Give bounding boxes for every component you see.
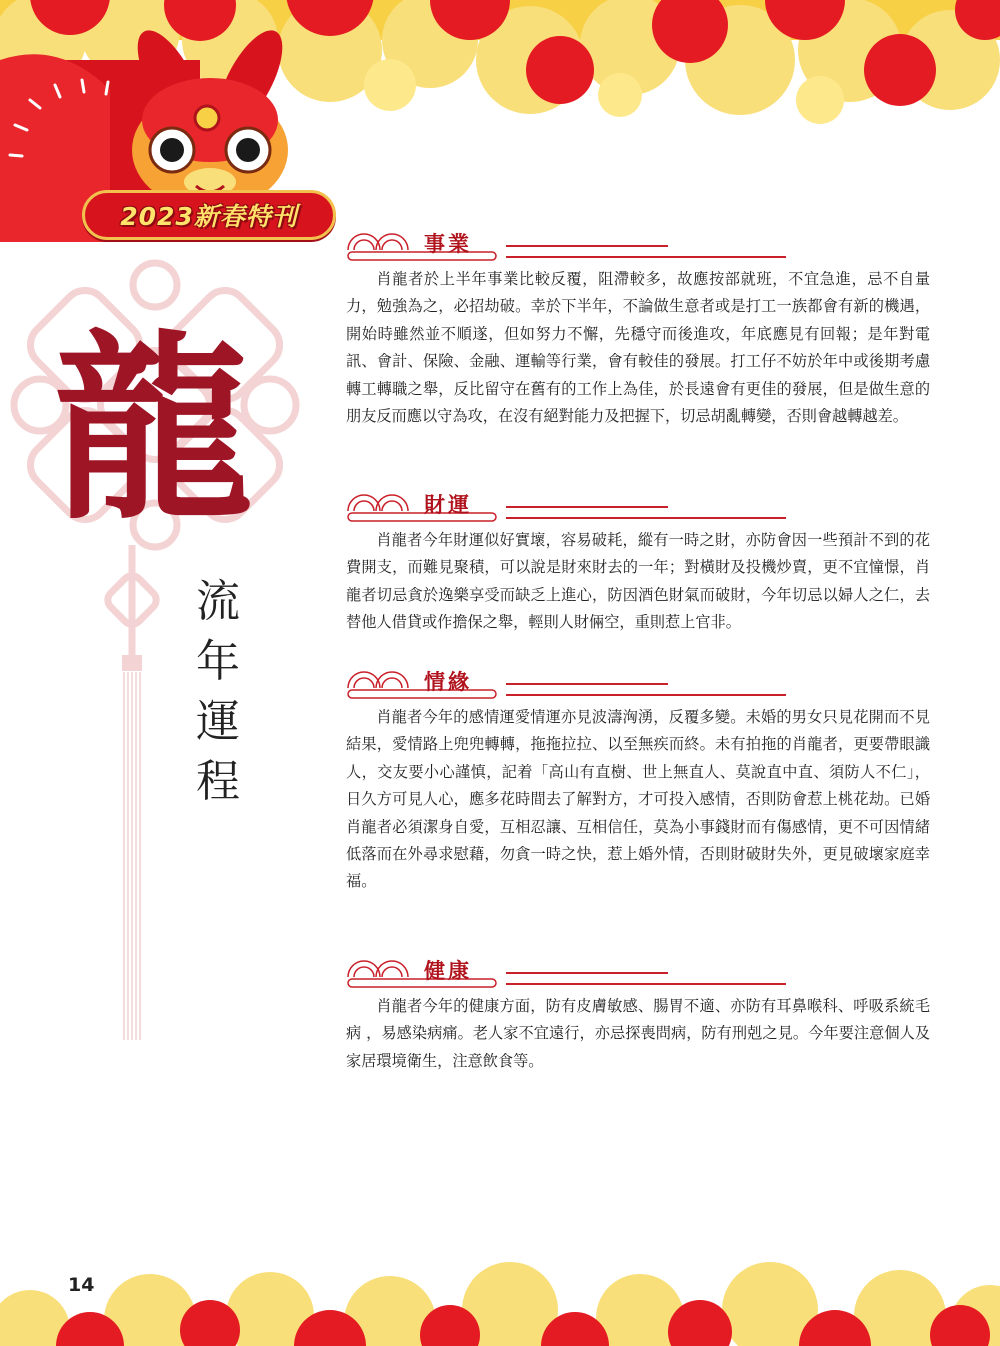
section-body: 肖龍者今年的健康方面，防有皮膚敏感、腸胃不適、亦防有耳鼻喉科、呼吸系統毛病 ，易感染病痛。老人家不宜遠行，亦忌探喪問病，防有刑剋之見。今年要注意個人及家居環境衛生，注意飲食等。 xyxy=(346,997,930,1070)
section-title: 健康 xyxy=(424,959,472,983)
section-wealth xyxy=(346,487,930,637)
section-title: 情緣 xyxy=(424,670,472,694)
cloud-motif-icon xyxy=(346,953,806,989)
vertical-title-char: 年 xyxy=(196,636,240,687)
vertical-title xyxy=(190,572,246,812)
section-title: 財運 xyxy=(424,493,472,517)
page-number: 14 xyxy=(68,1274,95,1296)
section-romance xyxy=(346,664,930,896)
zodiac-character: 龍 xyxy=(52,312,253,547)
magazine-banner-text: 2023新春特刊 xyxy=(120,202,298,231)
section-career xyxy=(346,226,930,430)
vertical-title-char: 流 xyxy=(196,576,240,627)
cloud-motif-icon xyxy=(346,226,806,262)
section-header xyxy=(346,664,930,700)
section-header xyxy=(346,487,930,523)
section-health xyxy=(346,953,930,1075)
magazine-banner xyxy=(82,190,336,240)
section-title: 事業 xyxy=(424,232,472,256)
vertical-title-char: 程 xyxy=(196,756,240,807)
section-header xyxy=(346,226,930,262)
cloud-motif-icon xyxy=(346,487,806,523)
section-header xyxy=(346,953,930,989)
section-body: 肖龍者今年的感情運愛情運亦見波濤洶湧，反覆多變。未婚的男女只見花開而不見結果，愛情路上兜兜轉轉，拖拖拉拉、以至無疾而終。未有拍拖的肖龍者，更要帶眼識人，交友要小心謹慎，記着「高山有直樹、世上無直人、莫說直中直、須防人不仁」，日久方可見人心，應多花時間去了解對方，才可投入感情，否則防會惹上桃花劫。已婚肖龍者必須潔身自愛，互相忍讓、互相信任，莫為小事錢財而有傷感情，更不可因情緒低落而在外尋求慰藉，勿貪一時之快，惹上婚外情，否則財破財失外，更見破壞家庭幸福。 xyxy=(346,708,930,891)
vertical-title-char: 運 xyxy=(196,696,240,747)
section-body: 肖龍者於上半年事業比較反覆，阻滯較多，故應按部就班，不宜急進，忌不自量力，勉強為之，必招劫破。幸於下半年，不論做生意者或是打工一族都會有新的機遇，開始時雖然並不順遂，但如努力不懈，先穩守而後進攻，年底應見有回報；是年對電訊、會計、保險、金融、運輸等行業，會有較佳的發展。打工仔不妨於年中或後期考慮轉工轉職之舉，反比留守在舊有的工作上為佳，於長遠會有更佳的發展，但是做生意的朋友反而應以守為攻，在沒有絕對能力及把握下，切忌胡亂轉變，否則會越轉越差。 xyxy=(346,270,930,426)
section-body: 肖龍者今年財運似好實壞，容易破耗，縱有一時之財，亦防會因一些預計不到的花費開支，而難見聚積，可以說是財來財去的一年；對橫財及投機炒賣，更不宜憧憬，肖龍者切忌貪於逸樂享受而缺乏上進心，防因酒色財氣而破財，今年切忌以婦人之仁，去替他人借貸或作擔保之舉，輕則人財倆空，重則惹上官非。 xyxy=(346,531,930,632)
cloud-motif-icon xyxy=(346,664,806,700)
